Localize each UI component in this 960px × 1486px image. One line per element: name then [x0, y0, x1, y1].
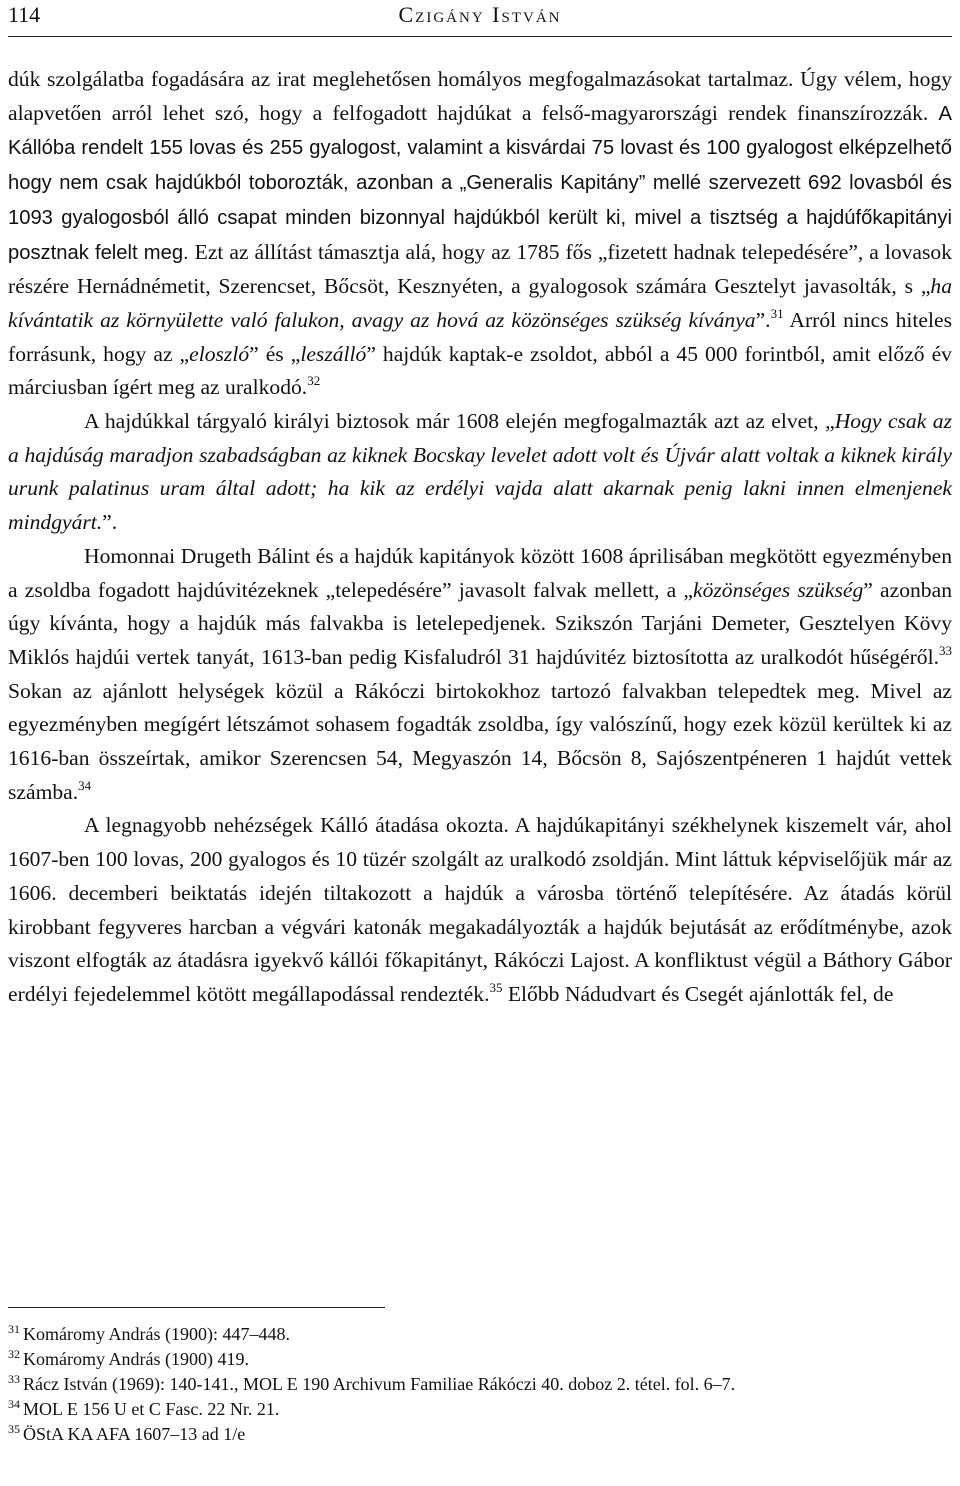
footnote-number: 31: [8, 1322, 20, 1336]
paragraph-3: [8, 540, 952, 810]
text-run: ”.: [102, 510, 118, 535]
quote-italic: közönséges szükség: [693, 577, 864, 602]
main-text: [8, 63, 952, 1012]
footnote-ref-34[interactable]: 34: [78, 777, 92, 793]
paragraph-4: [8, 809, 952, 1011]
quote-italic: ha kívántatik az környülette való falukon, avagy az hová az közönséges szükség kíványa: [8, 274, 952, 332]
footnote-rule: [8, 1307, 385, 1308]
text-run: A Kállóba rendelt 155 lovas és 255 gyalogost, valamint a kisvárdai 75 lovast és 100 gyalogost elképzelhető hogy nem csak hajdúkból toborozták, azonban a „Generalis Kapitány” mellé szervezett 692 lovasból és 1093 gyalogosból álló csapat minden bizonnyal hajdúkból került ki, mivel a tisztség a hajdúfőkapitányi posztnak felelt meg.: [8, 102, 952, 264]
text-run: dúk szolgálatba fogadására az irat meglehetősen homályos megfogalmazásokat tartalmaz. Úgy vélem, hogy alapvetően arról lehet szó, hogy a felfogadott hajdúkat a felső-magyarországi rendek finanszírozzák.: [8, 67, 952, 125]
footnote-ref-33[interactable]: 33: [939, 642, 952, 658]
footnote-number: 35: [8, 1422, 20, 1436]
paragraph-1: [8, 63, 952, 405]
footnote-34: [8, 1397, 952, 1422]
footnote-35: [8, 1422, 952, 1447]
text-run: Arról nincs hiteles forrásunk, hogy az „: [8, 307, 952, 366]
running-header: [8, 0, 952, 38]
footnote-text: Komáromy András (1900) 419.: [23, 1349, 249, 1369]
quote-italic: Hogy csak az a hajdúság maradjon szabadságban az kiknek Bocskay levelet adott volt és Újvár alatt voltak a kiknek király urunk palatinus uram által adott; ha kik az erdélyi vajda alatt akarnak penig lakni innen elmenjenek mindgyárt.: [8, 409, 952, 535]
footnotes: [8, 1322, 952, 1447]
text-run: Ezt az állítást támasztja alá, hogy az 1785 fős „fizetett hadnak telepedésére”, a lovasok részére Hernádnémetit, Szerencset, Bőcsöt, Kesznyéten, a gyalogosok számára Gesztelyt javasolták, s „: [8, 239, 952, 299]
text-run: Homonnai Drugeth Bálint és a hajdúk kapitányok között 1608 áprilisában megkötött egyezményben a zsoldba fogadott hajdúvitézeknek „telepedésére” javasolt falvak mellett, a „: [8, 543, 952, 602]
footnote-number: 33: [8, 1372, 20, 1386]
footnote-31: [8, 1322, 952, 1347]
text-run: ” hajdúk kaptak-e zsoldot, abból a 45 000 forintból, amit előző év márciusban ígért meg az uralkodó.: [8, 341, 952, 400]
footnote-text: Komáromy András (1900): 447–448.: [23, 1324, 290, 1344]
text-run: A hajdúkkal tárgyaló királyi biztosok már 1608 elején megfogalmazták azt az elvet, „: [84, 409, 835, 434]
text-run: ”.: [755, 307, 771, 332]
footnote-33: [8, 1372, 952, 1397]
footnote-text: Rácz István (1969): 140-141., MOL E 190 Archivum Familiae Rákóczi 40. doboz 2. tétel. fol. 6–7.: [23, 1374, 736, 1394]
text-run: ” azonban úgy kívánta, hogy a hajdúk más falvakba is letelepedjenek. Szikszón Tarjáni Demeter, Gesztelyen Kövy Miklós hajdúi vertek tanyát, 1613-ban pedig Kisfaludról 31 hajdúvitéz biztosította az uralkodót hűségéről.: [8, 577, 952, 669]
quote-italic: eloszló: [189, 341, 250, 366]
footnote-ref-32[interactable]: 32: [307, 373, 321, 389]
text-run: Sokan az ajánlott helységek közül a Rákóczi birtokokhoz tartozó falvakban telepedtek meg. Mivel az egyezményben megígért létszámot sohasem fogadták zsoldba, így valószínű, hogy ezek közül kerültek ki az 1616-ban összeírtak, amikor Szerencsen 54, Megyaszón 14, Bőcsön 8, Sajószentpéneren 1 hajdút vettek számba.: [8, 678, 952, 804]
footnote-ref-31[interactable]: 31: [770, 305, 784, 321]
quote-italic: leszálló: [300, 341, 367, 366]
footnote-number: 34: [8, 1397, 20, 1411]
header-rule: [8, 36, 952, 37]
running-head-title: Czigány István: [398, 2, 562, 27]
footnote-text: ÖStA KA AFA 1607–13 ad 1/e: [23, 1424, 246, 1444]
footnote-ref-35[interactable]: 35: [489, 979, 503, 995]
text-run: Előbb Nádudvart és Csegét ajánlották fel, de: [502, 981, 894, 1006]
page-number: 114: [8, 2, 41, 27]
footnote-text: MOL E 156 U et C Fasc. 22 Nr. 21.: [23, 1399, 280, 1419]
footnote-number: 32: [8, 1347, 20, 1361]
paragraph-2: [8, 405, 952, 540]
text-run: ” és „: [249, 341, 301, 366]
footnote-32: [8, 1347, 952, 1372]
text-run: A legnagyobb nehézségek Kálló átadása okozta. A hajdúkapitányi székhelynek kiszemelt vár, ahol 1607-ben 100 lovas, 200 gyalogos és 10 tüzér szolgált az uralkodó zsoldján. Mint láttuk képviselőjük már az 1606. decemberi beiktatás idején tiltakozott a hajdúk a városba történő telepítésére. Az átadás körül kirobbant fegyveres harcban a végvári katonák megakadályozták a hajdúk bejutását az erődítménybe, azok viszont elfogták az átadásra igyekvő kállói főkapitányt, Rákóczi Lajost. A konfliktust végül a Báthory Gábor erdélyi fejedelemmel kötött megállapodással rendezték.: [8, 813, 952, 1006]
